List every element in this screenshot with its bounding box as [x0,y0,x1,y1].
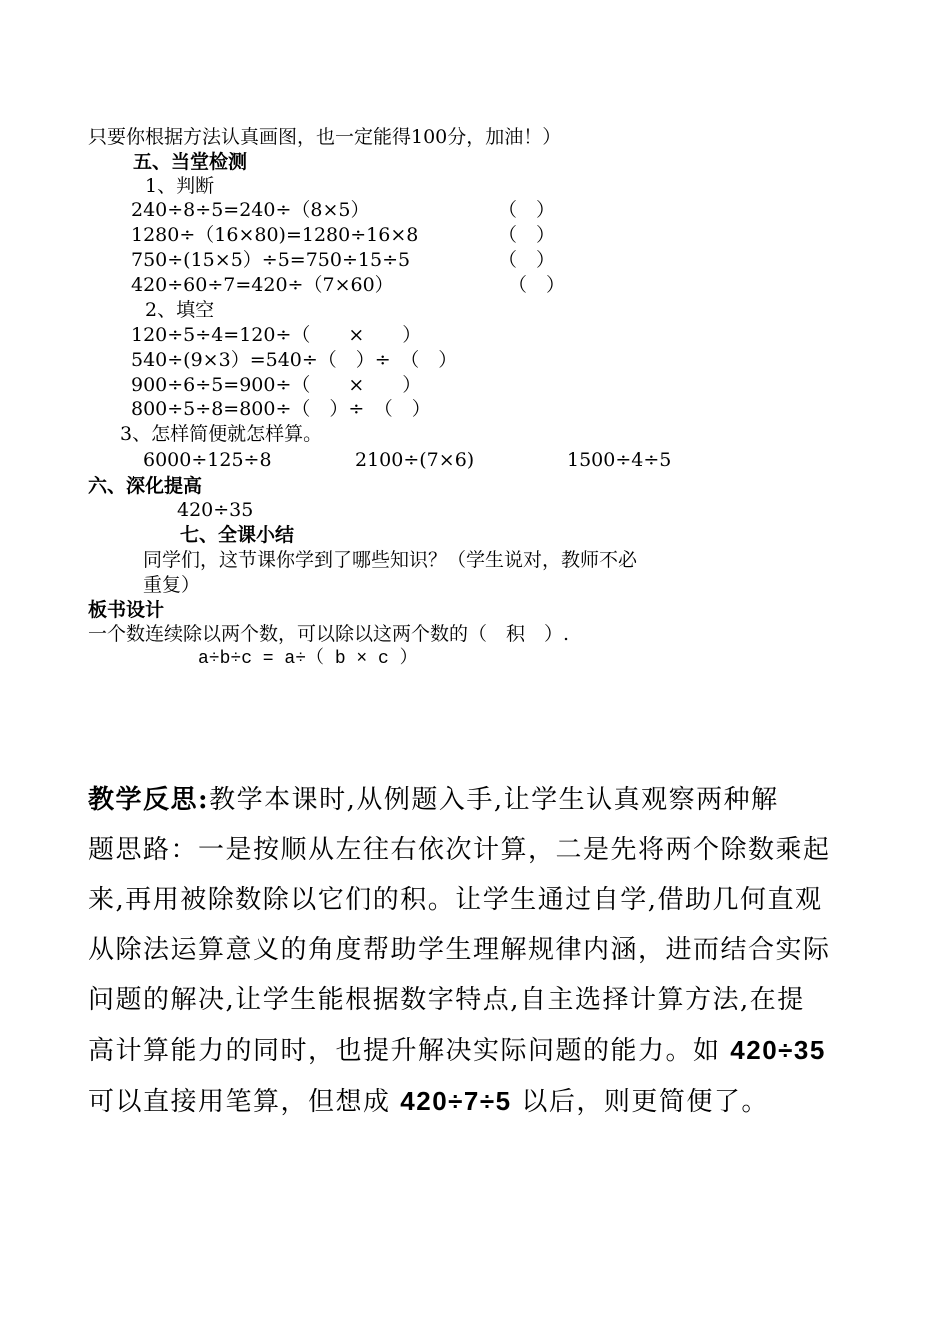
reflection-heading: 教学反思: [88,785,210,815]
reflection-block [88,775,868,1127]
judge-item-3: 750÷(15×5）÷5=750÷15÷5 [131,249,411,271]
reflection-line-6 [88,1025,868,1076]
reflection-line-4: 从除法运算意义的角度帮助学生理解规律内涵，进而结合实际 [88,935,831,965]
fill-title: 2、填空 [145,299,215,321]
board-formula: a÷b÷c = a÷（ b × c ） [198,649,418,669]
section6-title: 六、深化提高 [88,475,203,497]
fill-item-2: 540÷(9×3）=540÷（ ）÷ （ ） [131,349,458,371]
fill-item-1: 120÷5÷4=120÷（ × ） [131,324,422,346]
board-title: 板书设计 [88,599,165,621]
reflection-line-3: 来,再用被除数除以它们的积。让学生通过自学,借助几何直观 [88,885,823,915]
reflection-line7-text-a: 可以直接用笔算，但想成 [88,1087,391,1117]
judge-answer-3: （ ） [498,249,556,271]
reflection-line6-number: 420÷35 [730,1035,826,1065]
section7-text-line2: 重复） [143,574,201,596]
section7-text-line1: 同学们，这节课你学到了哪些知识？（学生说对，教师不必 [143,549,638,571]
reflection-line-5: 问题的解决,让学生能根据数字特点,自主选择计算方法,在提 [88,985,805,1015]
board-rule: 一个数连续除以两个数，可以除以这两个数的（ 积 ）. [88,623,570,645]
judge-item-4: 420÷60÷7=420÷（7×60） [131,274,394,296]
section7-title: 七、全课小结 [180,524,295,546]
judge-answer-4: （ ） [508,274,566,296]
calc-item-2: 2100÷(7×6) [355,449,475,471]
calc-item-1: 6000÷125÷8 [143,449,272,471]
reflection-line6-text: 高计算能力的同时，也提升解决实际问题的能力。如 [88,1036,721,1066]
reflection-line-1 [88,775,868,825]
judge-title: 1、判断 [145,175,215,197]
intro-line: 只要你根据方法认真画图，也一定能得100分，加油！） [88,126,562,148]
judge-item-2: 1280÷（16×80)=1280÷16×8 [131,224,419,246]
calc-title: 3、怎样简便就怎样算。 [120,423,323,445]
reflection-line-7 [88,1076,868,1127]
reflection-line1-text: 教学本课时,从例题入手,让学生认真观察两种解 [209,785,779,815]
fill-item-4: 800÷5÷8=800÷（ ）÷ （ ） [131,398,431,420]
reflection-line7-number: 420÷7÷5 [400,1086,512,1116]
judge-answer-1: （ ） [498,199,556,221]
calc-item-3: 1500÷4÷5 [567,449,672,471]
reflection-line7-text-b: 以后，则更简便了。 [521,1087,769,1117]
reflection-line-2: 题思路：一是按顺从左往右依次计算，二是先将两个除数乘起 [88,835,831,865]
section6-item: 420÷35 [177,499,254,521]
judge-answer-2: （ ） [498,224,556,246]
section5-title: 五、当堂检测 [133,151,248,173]
judge-item-1: 240÷8÷5=240÷（8×5） [131,199,370,221]
fill-item-3: 900÷6÷5=900÷（ × ） [131,374,422,396]
